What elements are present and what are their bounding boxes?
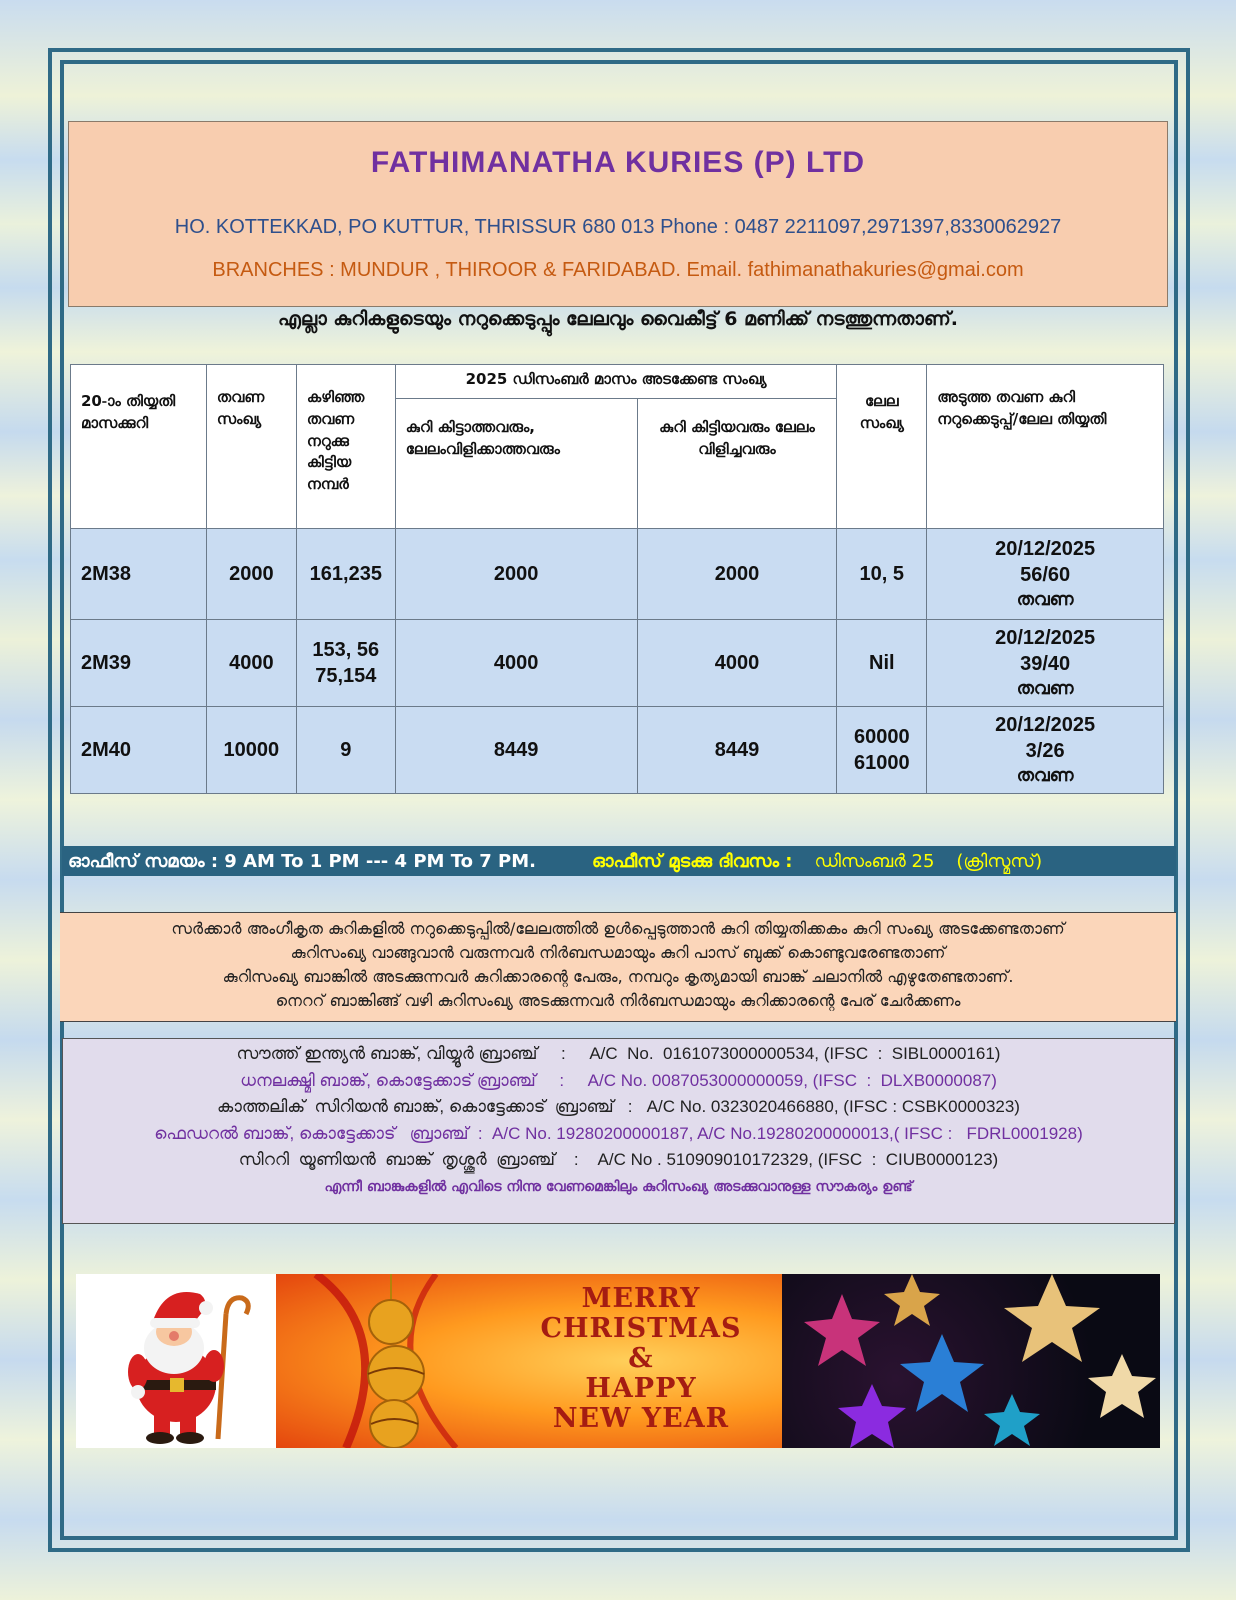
due-received: 2000 bbox=[637, 529, 837, 620]
office-timing: ഓഫീസ് സമയം : 9 AM To 1 PM --- 4 PM To 7 PM. bbox=[68, 850, 536, 872]
greeting-text: MERRY CHRISTMAS & HAPPY NEW YEAR bbox=[540, 1283, 742, 1434]
kuri-code: 2M40 bbox=[71, 707, 207, 794]
auction-amount: 60000 61000 bbox=[837, 707, 927, 794]
last-draw-numbers: 161,235 bbox=[296, 529, 395, 620]
installment-amount: 10000 bbox=[206, 707, 296, 794]
office-hours-bar bbox=[62, 846, 1176, 876]
auction-amount: 10, 5 bbox=[837, 529, 927, 620]
bank-federal: ഫെഡറൽ ബാങ്ക്, കൊട്ടേക്കാട് ബ്രാഞ്ച് : A/C No. 19280200000187, A/C No.19280200000013,( IFSC : FDRL0001928) bbox=[154, 1123, 1083, 1143]
next-date: 20/12/2025 56/60 തവണ bbox=[927, 529, 1164, 620]
due-not-received: 4000 bbox=[395, 620, 637, 707]
kuri-table bbox=[70, 364, 1164, 794]
bank-dhanalakshmi: ധനലക്ഷ്മി ബാങ്ക്, കൊട്ടേക്കാട് ബ്രാഞ്ച് : A/C No. 0087053000000059, (IFSC : DLXB0000087) bbox=[240, 1070, 997, 1090]
header-december-due: 2025 ഡിസംബർ മാസം അടക്കേണ്ട സംഖ്യ bbox=[395, 365, 837, 399]
next-date: 20/12/2025 39/40 തവണ bbox=[927, 620, 1164, 707]
header-amount: തവണ സംഖ്യ bbox=[206, 365, 296, 529]
rule-line: കുറിസംഖ്യ വാങ്ങുവാൻ വരുന്നവർ നിർബന്ധമായും കുറി പാസ് ബുക്ക് കൊണ്ടുവരേണ്ടതാണ് bbox=[290, 943, 946, 962]
table-row bbox=[71, 529, 1164, 620]
santa-image bbox=[76, 1274, 276, 1448]
installment-amount: 4000 bbox=[206, 620, 296, 707]
rule-line: സർക്കാർ അംഗീകൃത കുറികളിൽ നറുക്കെടുപ്പിൽ/ലേലത്തിൽ ഉൾപ്പെടുത്താൻ കുറി തിയ്യതിക്കകം കുറി സംഖ്യ അടക്കേണ്ടതാണ് bbox=[171, 919, 1065, 938]
bank-city-union: സിററി യൂണിയൻ ബാങ്ക് തൃശ്ശൂർ ബ്രാഞ്ച് : A/C No . 510909010172329, (IFSC : CIUB0000123) bbox=[238, 1150, 999, 1169]
kuri-code: 2M39 bbox=[71, 620, 207, 707]
due-not-received: 8449 bbox=[395, 707, 637, 794]
branches-email: BRANCHES : MUNDUR , THIROOR & FARIDABAD. Email. fathimanathakuries@gmai.com bbox=[212, 259, 1024, 281]
header-kuri: 20-ാം തിയ്യതി മാസക്കുറി bbox=[71, 365, 207, 529]
company-name: FATHIMANATHA KURIES (P) LTD bbox=[370, 146, 866, 179]
bank-accounts bbox=[62, 1038, 1175, 1224]
bank-footer-note: എന്നീ ബാങ്കുകളിൽ എവിടെ നിന്നു വേണമെങ്കിലും കുറിസംഖ്യ അടക്കുവാനുള്ള സൗകര്യം ഉണ്ട് bbox=[324, 1178, 913, 1195]
payment-rules bbox=[60, 912, 1176, 1022]
next-date: 20/12/2025 3/26 തവണ bbox=[927, 707, 1164, 794]
bank-south-indian: സൗത്ത് ഇന്ത്യൻ ബാങ്ക്, വിയ്യൂർ ബ്രാഞ്ച് : A/C No. 0161073000000534, (IFSC : SIBL0000161) bbox=[236, 1044, 1001, 1063]
due-received: 8449 bbox=[637, 707, 837, 794]
holiday-date: ഡിസംബർ 25 bbox=[814, 850, 935, 872]
draw-time-notice: എല്ലാ കുറികളുടെയും നറുക്കെടുപ്പും ലേലവും വൈകീട്ട് 6 മണിക്ക് നടത്തുന്നതാണ്. bbox=[278, 308, 958, 330]
kuri-code: 2M38 bbox=[71, 529, 207, 620]
header-next-date: അടുത്ത തവണ കുറി നറുക്കെടുപ്പ്/ലേല തിയ്യതി bbox=[927, 365, 1164, 529]
auction-amount: Nil bbox=[837, 620, 927, 707]
last-draw-numbers: 153, 56 75,154 bbox=[296, 620, 395, 707]
star-lanterns-image bbox=[782, 1274, 1160, 1448]
head-office-address: HO. KOTTEKKAD, PO KUTTUR, THRISSUR 680 013 Phone : 0487 2211097,2971397,8330062927 bbox=[174, 216, 1062, 238]
header-received: കുറി കിട്ടിയവരും ലേലം വിളിച്ചവരും bbox=[637, 399, 837, 529]
holiday-name: (ക്രിസ്മസ്) bbox=[956, 850, 1043, 872]
header-auction-amount: ലേല സംഖ്യ bbox=[837, 365, 927, 529]
greeting-banner bbox=[76, 1274, 1160, 1448]
greeting-panel bbox=[276, 1274, 782, 1448]
letterhead bbox=[68, 121, 1168, 307]
table-row bbox=[71, 620, 1164, 707]
header-last-draw: കഴിഞ്ഞ തവണ നറുക്കു കിട്ടിയ നമ്പർ bbox=[296, 365, 395, 529]
holiday-label: ഓഫീസ് മുടക്കു ദിവസം : bbox=[591, 850, 793, 872]
installment-amount: 2000 bbox=[206, 529, 296, 620]
due-received: 4000 bbox=[637, 620, 837, 707]
last-draw-numbers: 9 bbox=[296, 707, 395, 794]
table-row bbox=[71, 707, 1164, 794]
due-not-received: 2000 bbox=[395, 529, 637, 620]
header-not-received: കുറി കിട്ടാത്തവരും, ലേലംവിളിക്കാത്തവരും bbox=[395, 399, 637, 529]
rule-line: നെററ് ബാങ്കിങ്ങ് വഴി കുറിസംഖ്യ അടക്കുന്നവർ നിർബന്ധമായും കുറിക്കാരന്റെ പേര് ചേർക്കണം bbox=[275, 991, 961, 1010]
bank-catholic-syrian: കാത്തലിക് സിറിയൻ ബാങ്ക്, കൊട്ടേക്കാട് ബ്രാഞ്ച് : A/C No. 0323020466880, (IFSC : CSBK0000323) bbox=[217, 1097, 1020, 1116]
rule-line: കുറിസംഖ്യ ബാങ്കിൽ അടക്കുന്നവർ കുറിക്കാരന്റെ പേരും, നമ്പറും കൃത്യമായി ബാങ്ക് ചലാനിൽ എഴുതേണ്ടതാണ്. bbox=[222, 967, 1014, 986]
